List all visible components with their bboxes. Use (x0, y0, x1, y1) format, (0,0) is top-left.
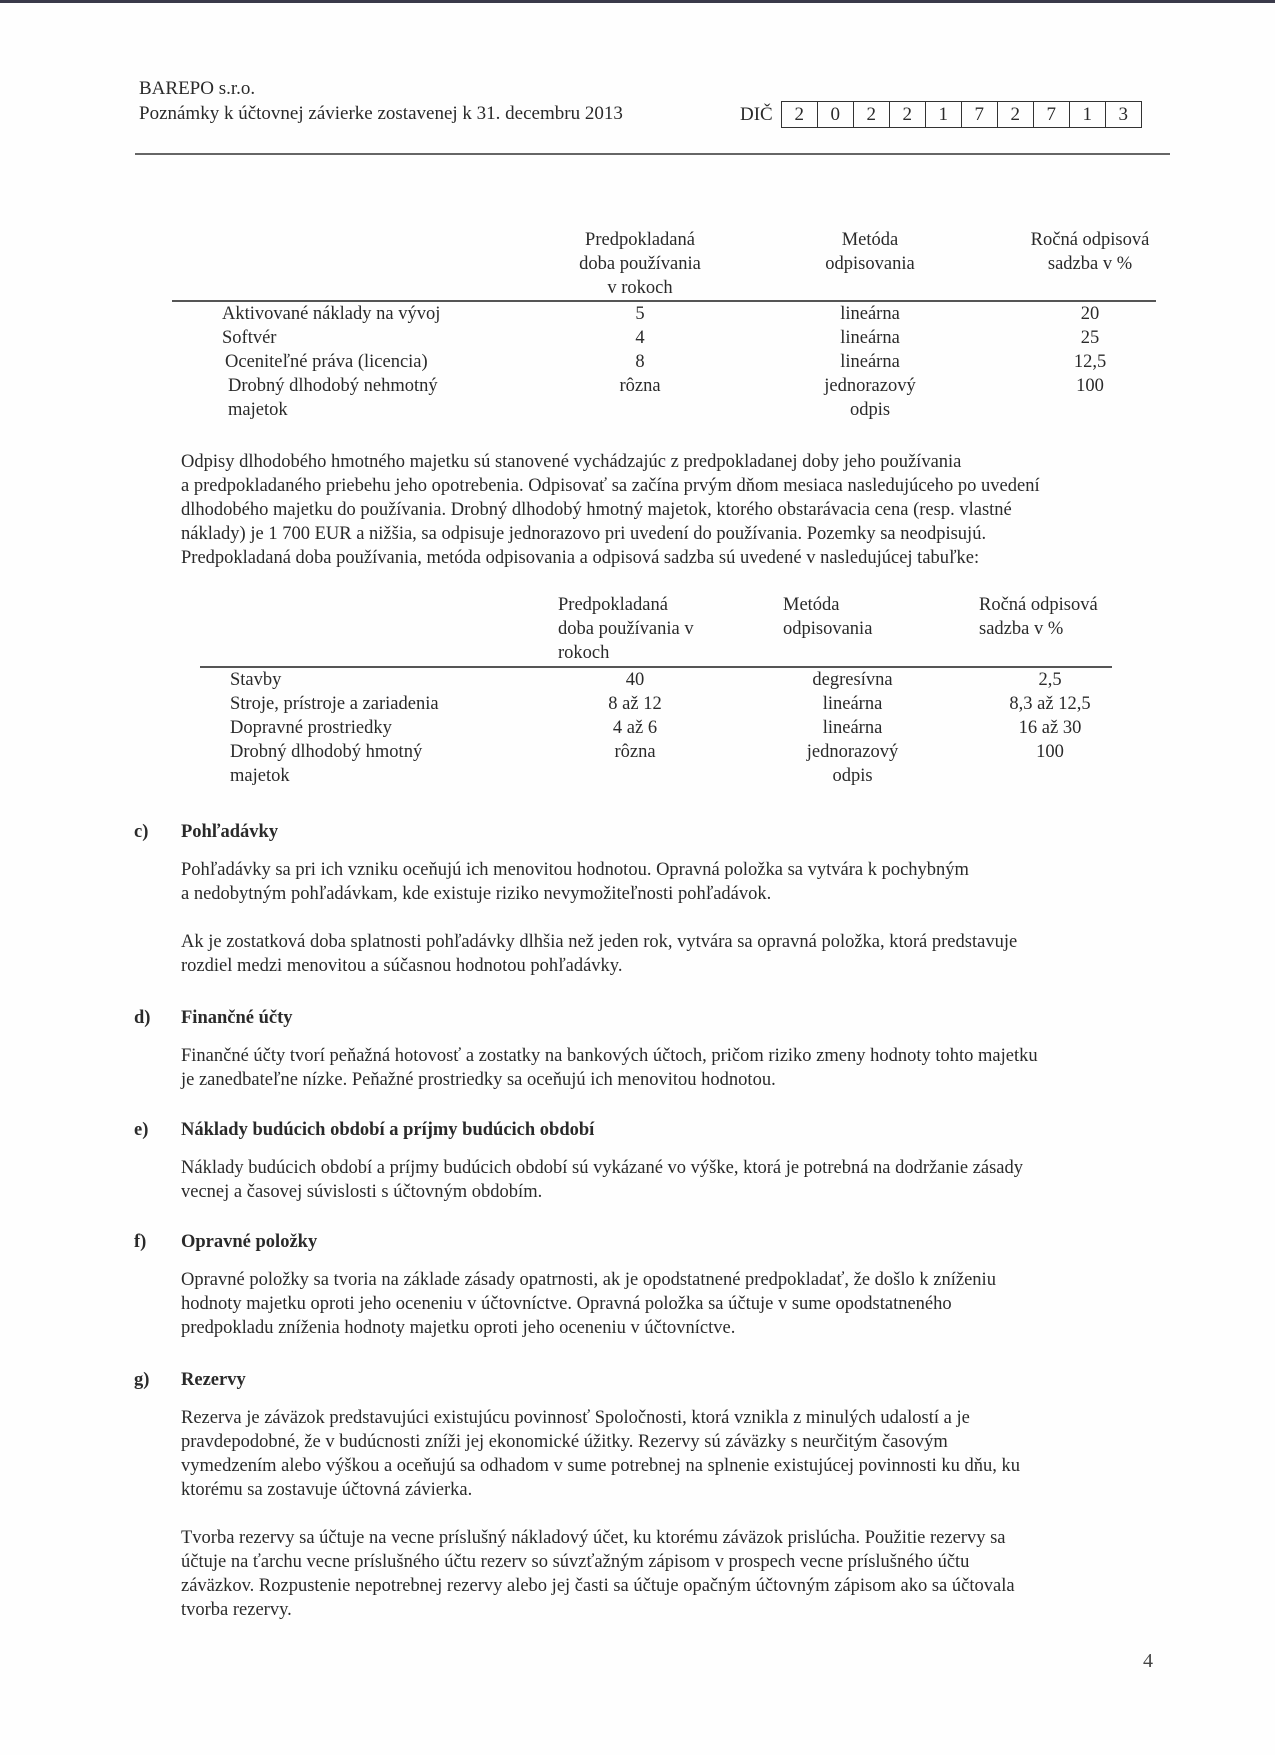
section-paragraph (181, 1044, 1181, 1092)
depreciation-method: lineárna (840, 352, 900, 372)
depreciation-method: lineárna (822, 718, 883, 738)
section-title: Pohľadávky (181, 822, 279, 842)
tax-id-digit: 3 (1105, 102, 1141, 127)
depreciation-rate: 100 (1036, 742, 1064, 762)
paragraph-line: a predpokladaného priebehu jeho opotrebenia. Odpisovať sa začína prvým dňom mesiaca nasledujúceho po uvedení (181, 476, 1040, 496)
tax-id-digit: 0 (817, 102, 853, 127)
depreciation-rate: 12,5 (1073, 352, 1107, 372)
paragraph-line: Rezerva je záväzok predstavujúci existujúcu povinnosť Spoločnosti, ktorá vznikla z minulých udalostí a je (181, 1408, 970, 1428)
asset-name: Oceniteľné práva (licencia) (225, 352, 428, 372)
paragraph-line: hodnoty majetku oproti jeho oceneniu v účtovníctve. Opravná položka sa účtuje v sume opodstatneného (181, 1294, 952, 1314)
depreciation-method: jednorazový (806, 742, 899, 762)
column-header-life: doba používania v (558, 619, 694, 639)
depreciation-method: lineárna (840, 304, 900, 324)
column-header-rate: Ročná odpisová (1030, 230, 1150, 250)
section-title: Náklady budúcich období a príjmy budúcich období (181, 1120, 595, 1140)
asset-name: Drobný dlhodobý hmotný (230, 742, 423, 762)
section-title: Rezervy (181, 1370, 246, 1390)
useful-life: rôzna (614, 742, 656, 762)
paragraph-line: Opravné položky sa tvoria na základe zásady opatrnosti, ak je opodstatnené predpokladať, že došlo k zníženiu (181, 1270, 996, 1290)
tax-id-digit: 7 (961, 102, 997, 127)
section-paragraph (181, 1526, 1181, 1622)
section-letter: g) (134, 1370, 150, 1390)
column-header-rate: sadzba v % (1047, 254, 1133, 274)
column-header-life: Predpokladaná (585, 230, 695, 250)
paragraph-line: pravdepodobné, že v budúcnosti zníži jej ekonomické úžitky. Rezervy sú záväzky s neurčitým časovým (181, 1432, 948, 1452)
section-paragraph (181, 1268, 1181, 1340)
depreciation-method: degresívna (812, 670, 893, 690)
section-letter: e) (134, 1120, 149, 1140)
depreciation-rate: 20 (1080, 304, 1100, 324)
tax-id-digit: 2 (889, 102, 925, 127)
company-name: BAREPO s.r.o. (139, 78, 256, 99)
paragraph-line: rozdiel medzi menovitou a súčasnou hodnotou pohľadávky. (181, 956, 623, 976)
paragraph-line: náklady) je 1 700 EUR a nižšia, sa odpisuje jednorazovo pri uvedení do používania. Pozemky sa neodpisujú. (181, 524, 987, 544)
paragraph-line: vymedzením alebo výškou a oceňujú sa odhadom v sume potrebnej na splnenie existujúcej povinnosti ku dňu, ku (181, 1456, 1021, 1476)
useful-life: rôzna (619, 376, 661, 396)
asset-name: majetok (230, 766, 290, 786)
depreciation-rate: 16 až 30 (1018, 718, 1082, 738)
paragraph-line: Ak je zostatková doba splatnosti pohľadávky dlhšia než jeden rok, vytvára sa opravná položka, ktorá predstavuje (181, 932, 1018, 952)
depreciation-rate: 100 (1076, 376, 1104, 396)
asset-name: Drobný dlhodobý nehmotný (228, 376, 438, 396)
header-divider (135, 153, 1170, 155)
section-paragraph (181, 1406, 1181, 1502)
column-header-method: Metóda (783, 595, 840, 615)
useful-life: 5 (635, 304, 645, 324)
column-header-rate: sadzba v % (979, 619, 1064, 639)
column-header-rate: Ročná odpisová (979, 595, 1098, 615)
depreciation-method: lineárna (822, 694, 883, 714)
depreciation-method: jednorazový (824, 376, 916, 396)
paragraph-line: Tvorba rezervy sa účtuje na vecne príslušný nákladový účet, ku ktorému záväzok prislúcha. Použitie rezervy sa (181, 1528, 1006, 1548)
asset-name: Aktivované náklady na vývoj (222, 304, 441, 324)
asset-name: majetok (228, 400, 288, 420)
paragraph-line: Finančné účty tvorí peňažná hotovosť a zostatky na bankových účtoch, pričom riziko zmeny hodnoty tohto majetku (181, 1046, 1038, 1066)
paragraph-line: a nedobytným pohľadávkam, kde existuje riziko nevymožiteľnosti pohľadávok. (181, 884, 772, 904)
depreciation-method: odpis (832, 766, 873, 786)
depreciation-method: odpis (849, 400, 891, 420)
paragraph-line: predpokladu zníženia hodnoty majetku oproti jeho oceneniu v účtovníctve. (181, 1318, 736, 1338)
tax-id-digits (781, 101, 1142, 128)
page-number: 4 (1143, 1650, 1153, 1672)
tax-id-digit: 2 (997, 102, 1033, 127)
section-letter: f) (134, 1232, 147, 1252)
paragraph-line: Náklady budúcich období a príjmy budúcich období sú vykázané vo výške, ktorá je potrebná na dodržanie zásady (181, 1158, 1024, 1178)
asset-name: Dopravné prostriedky (230, 718, 392, 738)
depreciation-rate: 8,3 až 12,5 (1009, 694, 1091, 714)
useful-life: 40 (625, 670, 645, 690)
section-title: Opravné položky (181, 1232, 318, 1252)
section-letter: c) (134, 822, 149, 842)
useful-life: 4 až 6 (612, 718, 658, 738)
asset-name: Stavby (230, 670, 282, 690)
paragraph-line: účtuje na ťarchu vecne príslušného účtu rezerv so súvzťažným zápisom v prospech vecne príslušného účtu (181, 1552, 970, 1572)
depreciation-method: lineárna (840, 328, 900, 348)
paragraph-line: ktorému sa zostavuje účtovná závierka. (181, 1480, 473, 1500)
column-header-method: Metóda (841, 230, 899, 250)
tax-id (740, 101, 1142, 128)
asset-name: Softvér (222, 328, 277, 348)
depreciation-rate: 2,5 (1038, 670, 1062, 690)
section-letter: d) (134, 1008, 151, 1028)
section-paragraph (181, 1156, 1181, 1204)
paragraph-line: Pohľadávky sa pri ich vzniku oceňujú ich menovitou hodnotou. Opravná položka sa vytvára k pochybným (181, 860, 969, 880)
column-header-life: v rokoch (607, 278, 673, 298)
paragraph-line: je zanedbateľne nízke. Peňažné prostriedky sa oceňujú ich menovitou hodnotou. (181, 1070, 776, 1090)
paragraph-line: dlhodobého majetku do používania. Drobný dlhodobý hmotný majetok, ktorého obstarávacia cena (resp. vlastné (181, 500, 1012, 520)
tax-id-digit: 2 (853, 102, 889, 127)
column-header-life: Predpokladaná (558, 595, 668, 615)
paragraph-line: Predpokladaná doba používania, metóda odpisovania a odpisová sadzba sú uvedené v nasledujúcej tabuľke: (181, 548, 980, 568)
paragraph-line: záväzkov. Rozpustenie nepotrebnej rezervy alebo jej časti sa účtuje opačným účtovným zápisom ako sa účtovala (181, 1576, 1015, 1596)
depreciation-rate: 25 (1080, 328, 1100, 348)
paragraph-line: Odpisy dlhodobého hmotného majetku sú stanovené vychádzajúc z predpokladanej doby jeho používania (181, 452, 962, 472)
section-title: Finančné účty (181, 1008, 293, 1028)
tax-id-label: DIČ (740, 103, 773, 125)
section-paragraph (181, 930, 1181, 978)
asset-name: Stroje, prístroje a zariadenia (230, 694, 439, 714)
useful-life: 4 (635, 328, 645, 348)
tax-id-digit: 2 (794, 104, 804, 125)
paragraph-line: vecnej a časovej súvislosti s účtovným obdobím. (181, 1182, 543, 1202)
scan-edge (0, 0, 1275, 3)
document-title: Poznámky k účtovnej závierke zostavenej k 31. decembru 2013 (139, 103, 623, 124)
column-header-method: odpisovania (825, 254, 915, 274)
tax-id-digit: 1 (925, 102, 961, 127)
tangible-assets-paragraph (181, 450, 1181, 570)
section-paragraph (181, 858, 1181, 906)
tax-id-digit: 7 (1033, 102, 1069, 127)
useful-life: 8 (635, 352, 645, 372)
useful-life: 8 až 12 (608, 694, 662, 714)
column-header-method: odpisovania (783, 619, 873, 639)
paragraph-line: tvorba rezervy. (181, 1600, 292, 1620)
column-header-life: rokoch (558, 643, 610, 663)
column-header-life: doba používania (579, 254, 701, 274)
tax-id-digit: 1 (1069, 102, 1105, 127)
